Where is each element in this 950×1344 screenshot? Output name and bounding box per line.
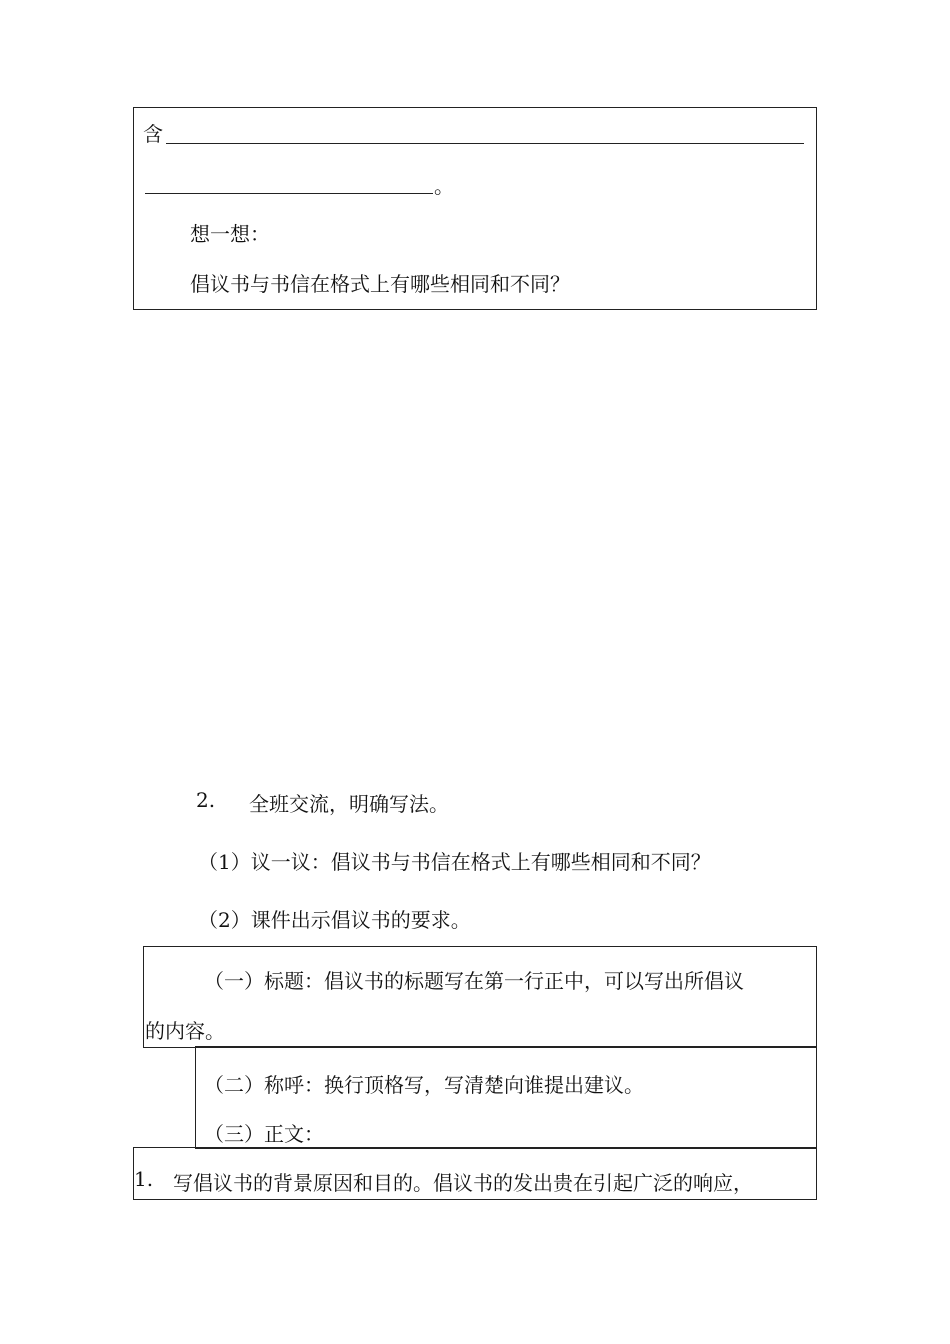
think-question: 倡议书与书信在格式上有哪些相同和不同？ xyxy=(190,272,570,296)
box1-line2-end: 。 xyxy=(434,174,454,198)
part2-salutation: （二）称呼：换行顶格写，写清楚向谁提出建议。 xyxy=(204,1073,644,1097)
section2-number: 2. xyxy=(196,788,216,812)
part1-line1: （一）标题：倡议书的标题写在第一行正中，可以写出所倡议 xyxy=(204,969,744,993)
think-title: 想一想： xyxy=(190,222,270,246)
section2-heading: 全班交流，明确写法。 xyxy=(249,792,449,816)
format-box-title xyxy=(143,946,817,1048)
part1-line2: 的内容。 xyxy=(145,1019,225,1043)
section2-item1: （1）议一议：倡议书与书信在格式上有哪些相同和不同？ xyxy=(198,850,711,874)
answer-blank-2[interactable] xyxy=(145,193,433,194)
part3-body: （三）正文： xyxy=(204,1122,324,1146)
section2-item2: （2）课件出示倡议书的要求。 xyxy=(198,908,471,932)
box1-line1-char: 含 xyxy=(143,122,163,146)
point1-number: 1. xyxy=(134,1167,154,1191)
answer-blank-1[interactable] xyxy=(166,143,804,144)
point1-text: 写倡议书的背景原因和目的。倡议书的发出贵在引起广泛的响应， xyxy=(173,1171,753,1195)
